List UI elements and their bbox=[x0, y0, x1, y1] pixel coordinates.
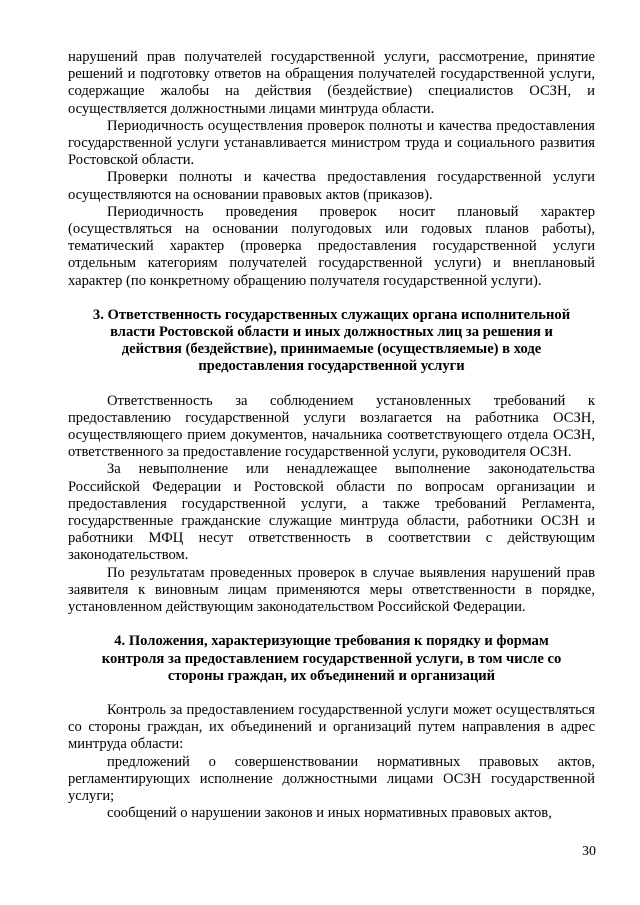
section-4-paragraph-2: предложений о совершенствовании нормативных правовых актов, регламентирующих исполнение должностными лицами ОСЗН государственной услуги; bbox=[68, 753, 595, 804]
section-3-paragraph-2: За невыполнение или ненадлежащее выполнение законодательства Российской Федерации и Ростовской области по вопросам организации и предоставления государственной услуги, а также требований Регламента, государственные гражданские служащие минтруда области, работники ОСЗН и работники МФЦ несут ответственность в соответствии с действующим законодательством. bbox=[68, 461, 595, 564]
paragraph-planned-checks: Периодичность проведения проверок носит плановый характер (осуществляться на основании полугодовых или годовых планов работы), тематический характер (проверка предоставления государственной услуги отдельным категориям получателей государственной услуги) и внеплановый характер (по конкретному обращению получателя государственной услуги). bbox=[68, 203, 595, 289]
section-4-paragraph-1: Контроль за предоставлением государственной услуги может осуществляться со стороны граждан, их объединений и организаций путем направления в адрес минтруда области: bbox=[68, 701, 595, 753]
document-page bbox=[68, 49, 595, 822]
page-number: 30 bbox=[582, 844, 596, 859]
section-4-paragraph-3: сообщений о нарушении законов и иных нормативных правовых актов, bbox=[107, 805, 552, 822]
paragraph-periodicity-checks: Периодичность осуществления проверок полноты и качества предоставления государственной услуги устанавливается министром труда и социального развития Ростовской области. bbox=[68, 117, 595, 169]
section-3-paragraph-1: Ответственность за соблюдением установленных требований к предоставлению государственной услуги возлагается на работника ОСЗН, осуществляющего прием документов, начальника соответствующего отдела ОСЗН, ответственного за предоставление государственной услуги, руководителя ОСЗН. bbox=[68, 392, 595, 461]
section-3-heading: 3. Ответственность государственных служащих органа исполнительной власти Ростовской области и иных должностных лиц за решения и действия (бездействие), принимаемые (осуществляемые) в ходе предоставления государственной услуги bbox=[92, 306, 571, 375]
section-4-heading: 4. Положения, характеризующие требования к порядку и формам контроля за предоставлением государственной услуги, в том числе со стороны граждан, их объединений и организаций bbox=[101, 633, 562, 684]
section-3-paragraph-3: По результатам проведенных проверок в случае выявления нарушений прав заявителя к виновным лицам применяются меры ответственности в порядке, установленном действующим законодательством Российской Федерации. bbox=[68, 564, 595, 616]
paragraph-legal-acts: Проверки полноты и качества предоставления государственной услуги осуществляются на основании правовых актов (приказов). bbox=[68, 169, 595, 203]
paragraph-continuation: нарушений прав получателей государственной услуги, рассмотрение, принятие решений и подготовку ответов на обращения получателей государственной услуги, содержащие жалобы на действия (бездействие) специалистов ОСЗН, и осуществляется должностными лицами минтруда области. bbox=[68, 49, 595, 117]
